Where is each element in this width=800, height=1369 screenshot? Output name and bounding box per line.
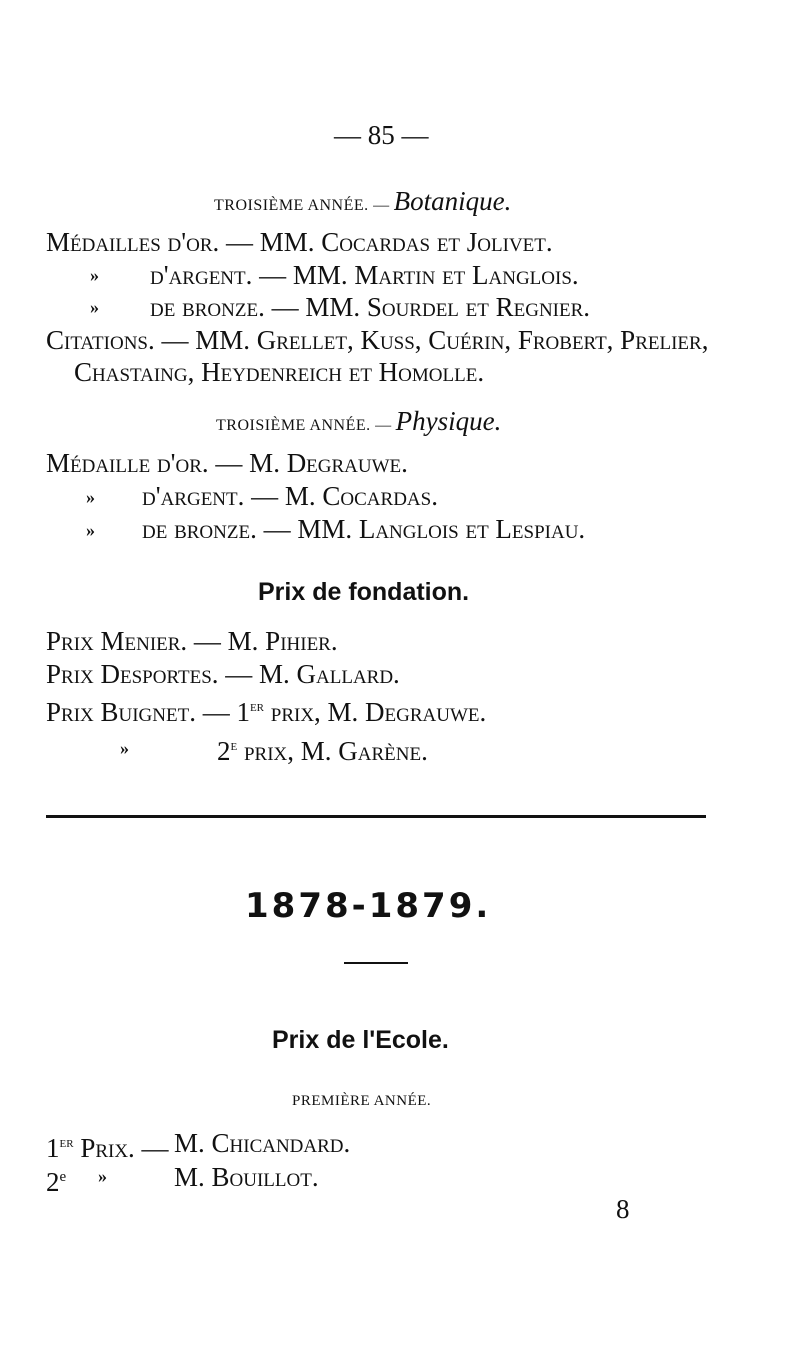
ditto-mark: » bbox=[120, 738, 129, 758]
botanique-heading-subject: Botanique. bbox=[393, 186, 512, 216]
ditto-mark: » bbox=[86, 487, 95, 507]
botanique-heading-prefix: TROISIÈME ANNÉE. — bbox=[214, 197, 390, 214]
prix-buignet-second-line bbox=[217, 729, 428, 768]
physique-line-3: de bronze. — MM. Langlois et Lespiau. bbox=[142, 514, 586, 544]
prix-fondation-title: Prix de fondation. bbox=[258, 578, 470, 606]
buignet-second-rest: prix, M. Garène. bbox=[237, 736, 428, 766]
short-divider bbox=[344, 962, 408, 964]
botanique-line-3: de bronze. — MM. Sourdel et Regnier. bbox=[150, 292, 591, 322]
buignet-first-rest: prix, M. Degrauwe. bbox=[264, 697, 487, 727]
buignet-first-num: 1 bbox=[236, 697, 250, 727]
physique-line-2: d'argent. — M. Cocardas. bbox=[142, 481, 438, 511]
botanique-line-5: Chastaing, Heydenreich et Homolle. bbox=[74, 357, 485, 387]
first-prize-label: Prix. — bbox=[73, 1133, 169, 1163]
second-prize-sup: e bbox=[59, 1169, 67, 1185]
prix-menier-line: Prix Menier. — M. Pihier. bbox=[46, 626, 338, 656]
prix-desportes-line: Prix Desportes. — M. Gallard. bbox=[46, 659, 400, 689]
physique-heading-subject: Physique. bbox=[395, 406, 502, 436]
first-prize-sup: er bbox=[59, 1135, 74, 1151]
page-number: — 85 — bbox=[334, 120, 429, 150]
botanique-line-2: d'argent. — MM. Martin et Langlois. bbox=[150, 260, 579, 290]
buignet-second-num: 2 bbox=[217, 736, 231, 766]
prix-buignet-label: Prix Buignet. — bbox=[46, 697, 237, 727]
second-prize-line bbox=[46, 1160, 66, 1199]
ditto-mark: » bbox=[98, 1166, 107, 1186]
botanique-line-1: Médailles d'or. — MM. Cocardas et Jolivet. bbox=[46, 227, 553, 257]
botanique-line-4: Citations. — MM. Grellet, Kuss, Cuérin, Frobert, Prelier, bbox=[46, 325, 709, 355]
botanique-heading bbox=[214, 186, 511, 217]
signature-mark: 8 bbox=[616, 1194, 630, 1224]
first-prize-name: M. Chicandard. bbox=[174, 1128, 351, 1158]
ditto-mark: » bbox=[90, 297, 99, 317]
physique-heading-prefix: TROISIÈME ANNÉE. — bbox=[216, 417, 392, 434]
section-divider bbox=[46, 815, 706, 818]
prix-ecole-title: Prix de l'Ecole. bbox=[272, 1026, 449, 1054]
physique-line-1: Médaille d'or. — M. Degrauwe. bbox=[46, 448, 408, 478]
buignet-second-sup: e bbox=[230, 738, 238, 754]
buignet-first-sup: er bbox=[249, 699, 265, 715]
year-heading: 1878-1879. bbox=[245, 886, 492, 926]
ditto-mark: » bbox=[90, 265, 99, 285]
second-prize-name: M. Bouillot. bbox=[174, 1162, 319, 1192]
physique-heading bbox=[216, 406, 501, 437]
second-prize-num: 2 bbox=[46, 1167, 60, 1197]
premiere-annee-heading: PREMIÈRE ANNÉE. bbox=[292, 1093, 432, 1109]
ditto-mark: » bbox=[86, 520, 95, 540]
prix-buignet-line bbox=[46, 690, 486, 729]
first-prize-num: 1 bbox=[46, 1133, 60, 1163]
